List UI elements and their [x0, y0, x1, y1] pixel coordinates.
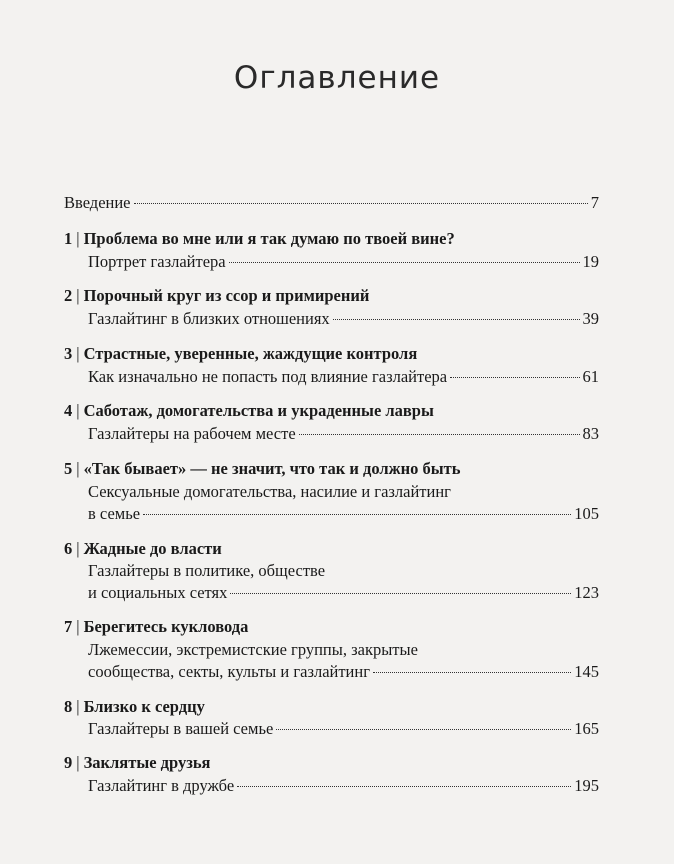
chapter-number: 2: [64, 286, 73, 305]
toc-entry-label: сообщества, секты, культы и газлайтинг: [88, 662, 370, 681]
toc-entry-label: Газлайтеры в вашей семье: [88, 719, 274, 738]
toc-entry-line: Сексуальные домогательства, насилие и газлайтинг: [88, 482, 451, 501]
toc-entry-label: Портрет газлайтера: [88, 252, 226, 271]
chapter-title: Близко к сердцу: [83, 697, 205, 716]
chapter-number: 9: [64, 753, 73, 772]
chapter-title: Порочный круг из ссор и примирений: [83, 286, 370, 305]
chapter-heading[interactable]: [64, 459, 599, 479]
toc-page-number: 39: [582, 309, 599, 328]
chapter-heading[interactable]: [64, 401, 599, 421]
dot-leader: [237, 786, 571, 787]
separator: |: [76, 539, 80, 558]
toc-entry-label: Как изначально не попасть под влияние газлайтера: [88, 367, 448, 386]
separator: |: [76, 459, 80, 478]
toc-page-number: 83: [582, 424, 599, 443]
chapter-heading[interactable]: [64, 697, 599, 717]
separator: |: [76, 697, 80, 716]
dot-leader: [373, 672, 571, 673]
separator: |: [76, 401, 80, 420]
toc-entry-label: Введение: [64, 193, 131, 212]
toc-entry[interactable]: [88, 662, 599, 682]
toc-entry-label: Газлайтинг в близких отношениях: [88, 309, 330, 328]
toc-entry[interactable]: [88, 424, 599, 444]
separator: |: [76, 753, 80, 772]
chapter-number: 1: [64, 229, 73, 248]
separator: |: [76, 344, 80, 363]
chapter-heading[interactable]: [64, 539, 599, 559]
toc-entry[interactable]: [88, 776, 599, 796]
toc-entry-label: Газлайтинг в дружбе: [88, 776, 235, 795]
chapter-number: 5: [64, 459, 73, 478]
dot-leader: [134, 203, 588, 204]
toc-entry-label: и социальных сетях: [88, 583, 228, 602]
toc-page-number: 7: [590, 193, 599, 212]
toc-page-number: 123: [574, 583, 599, 602]
chapter-title: Саботаж, домогательства и украденные лавры: [83, 401, 434, 420]
chapter-title: Заклятые друзья: [83, 753, 211, 772]
toc-entry[interactable]: [88, 367, 599, 387]
separator: |: [76, 229, 80, 248]
chapter-number: 4: [64, 401, 73, 420]
toc-entry[interactable]: [88, 719, 599, 739]
toc-entry[interactable]: [88, 583, 599, 603]
chapter-heading[interactable]: [64, 344, 599, 364]
chapter-number: 8: [64, 697, 73, 716]
toc-page-number: 105: [574, 504, 599, 523]
toc-page-number: 145: [574, 662, 599, 681]
chapter-number: 7: [64, 617, 73, 636]
chapter-number: 3: [64, 344, 73, 363]
chapter-heading[interactable]: [64, 753, 599, 773]
dot-leader: [450, 377, 579, 378]
page-title: Оглавление: [233, 60, 441, 96]
chapter-heading[interactable]: [64, 617, 599, 637]
toc-entry-line: Газлайтеры в политике, обществе: [88, 561, 326, 580]
chapter-heading[interactable]: [64, 229, 599, 249]
chapter-title: Берегитесь кукловода: [83, 617, 249, 636]
dot-leader: [299, 434, 580, 435]
toc-entry[interactable]: [88, 252, 599, 272]
toc-page-number: 19: [582, 252, 599, 271]
toc-entry-label: Газлайтеры на рабочем месте: [88, 424, 296, 443]
dot-leader: [276, 729, 571, 730]
toc-entry[interactable]: [88, 309, 599, 329]
toc-entry-label: в семье: [88, 504, 141, 523]
chapter-title: Проблема во мне или я так думаю по твоей вине?: [83, 229, 455, 248]
chapter-heading[interactable]: [64, 286, 599, 306]
separator: |: [76, 617, 80, 636]
toc-page-number: 195: [574, 776, 599, 795]
chapter-title: Страстные, уверенные, жаждущие контроля: [83, 344, 418, 363]
chapter-title: «Так бывает» — не значит, что так и должно быть: [83, 459, 461, 478]
dot-leader: [333, 319, 580, 320]
toc-page-number: 165: [574, 719, 599, 738]
toc-entry[interactable]: [88, 504, 599, 524]
toc-entry-intro[interactable]: [64, 193, 599, 213]
toc-page-number: 61: [582, 367, 599, 386]
chapter-number: 6: [64, 539, 73, 558]
toc-entry-line: Лжемессии, экстремистские группы, закрытые: [88, 640, 418, 659]
dot-leader: [230, 593, 571, 594]
separator: |: [76, 286, 80, 305]
dot-leader: [143, 514, 571, 515]
chapter-title: Жадные до власти: [83, 539, 222, 558]
dot-leader: [229, 262, 580, 263]
